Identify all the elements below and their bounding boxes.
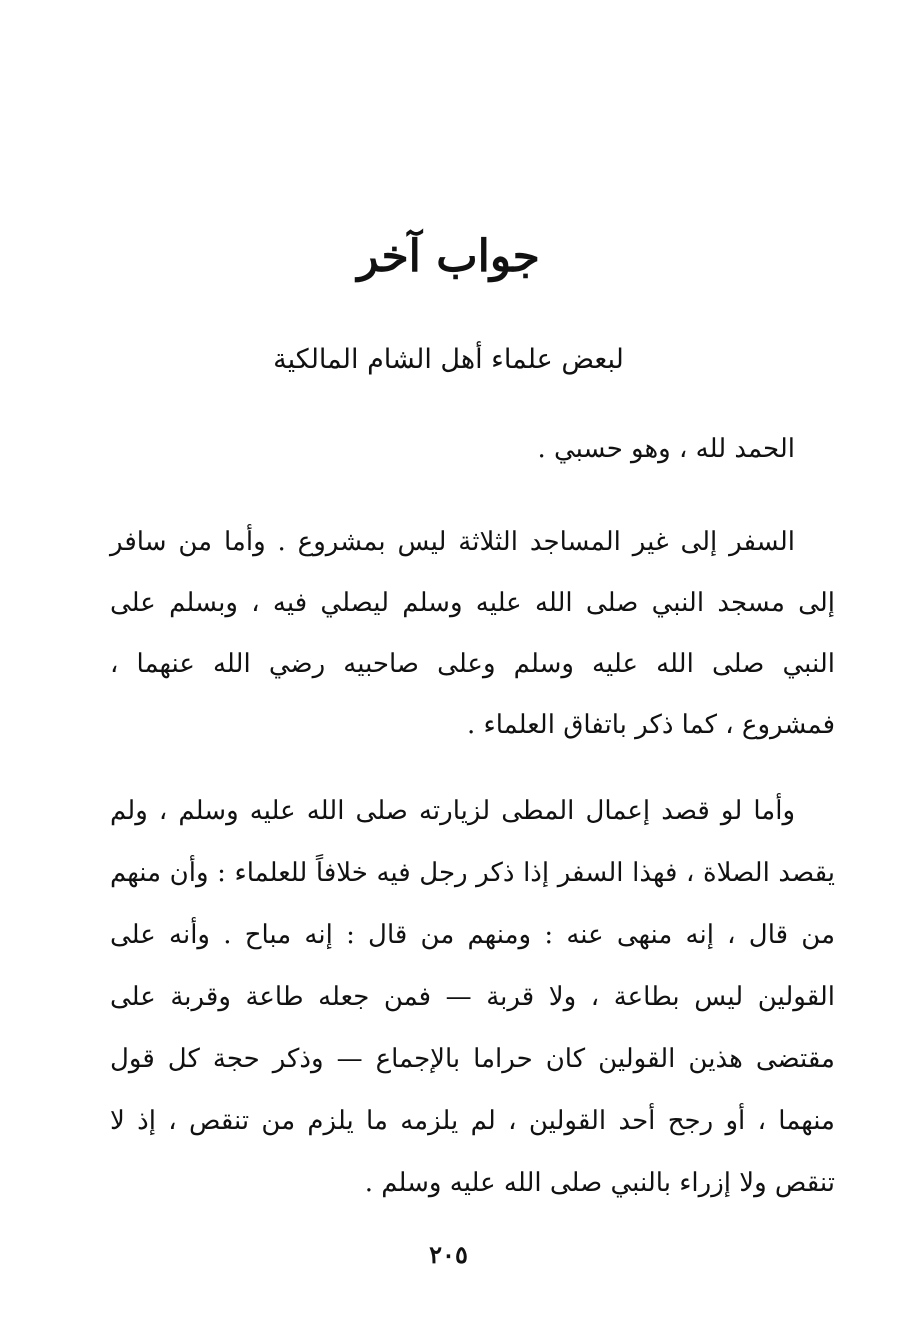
page-title: جواب آخر [357,231,540,282]
paragraph-1: السفر إلى غير المساجد الثلاثة ليس بمشروع . وأما من سافر إلى مسجد النبي صلى الله عليه وسلم ليصلي فيه ، وبسلم على النبي صلى الله عليه وسلم وعلى صاحبيه رضي الله عنهما ، فمشروع ، كما ذكر باتفاق العلماء . [110,527,835,740]
paragraph-2: وأما لو قصد إعمال المطى لزيارته صلى الله عليه وسلم ، ولم يقصد الصلاة ، فهذا السفر إذا ذكر رجل فيه خلافاً للعلماء : وأن منهم من قال ، إنه منهى عنه : ومنهم من قال : إنه مباح . وأنه على القولين ليس بطاعة ، ولا قربة — فمن جعله طاعة وقربة على مقتضى هذين القولين كان حراما بالإجماع — وذكر حجة كل قول منهما ، أو رجح أحد القولين ، لم يلزمه ما يلزم من تنقص ، إذ لا تنقص ولا إزراء بالنبي صلى الله عليه وسلم . [110,796,835,1198]
opening-line: الحمد لله ، وهو حسبي . [537,434,795,464]
page-number: ٢٠٥ [429,1240,468,1269]
page-subtitle: لبعض علماء أهل الشام المالكية [273,344,624,375]
